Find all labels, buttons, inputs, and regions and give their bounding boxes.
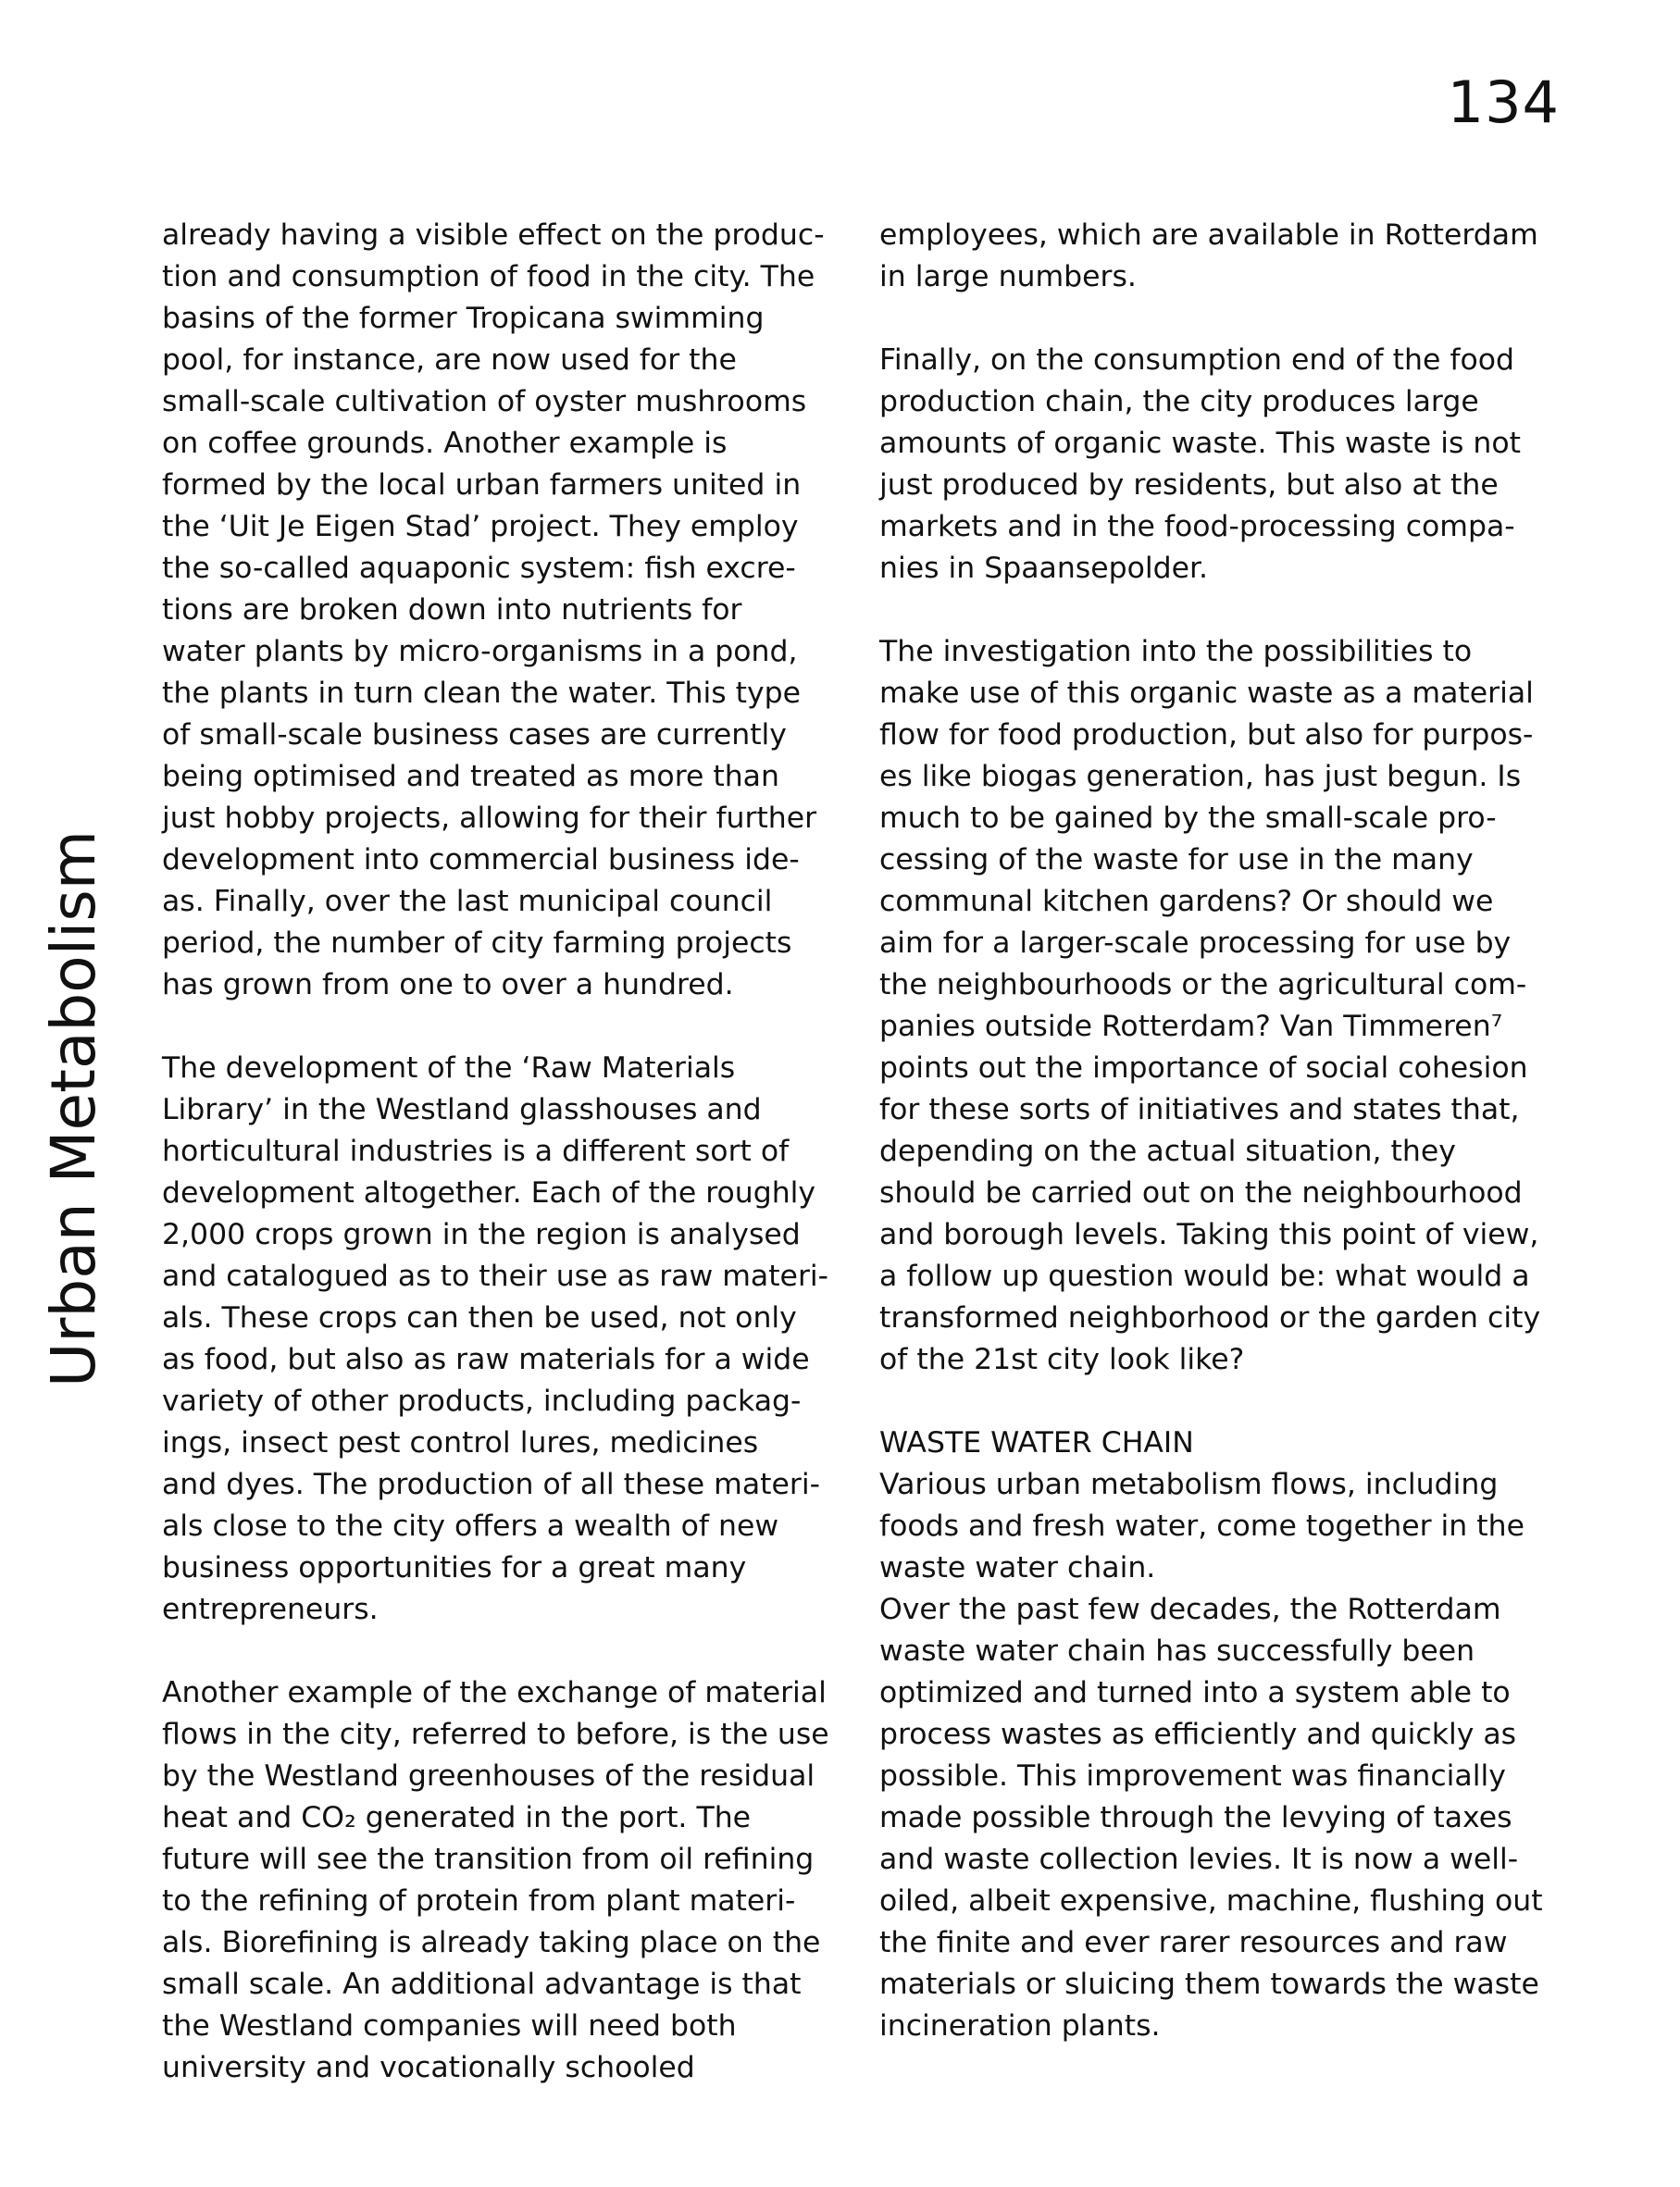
text-line: Various urban metabolism flows, including [879,1468,1499,1501]
text-line: incineration plants. [879,2009,1161,2043]
paragraph-urban-flows [879,1464,1564,1589]
text-line: waste water chain. [879,1551,1156,1584]
left-column [162,215,847,2089]
text-line: as. Finally, over the last municipal council [162,885,773,918]
text-line: a follow up question would be: what would a [879,1260,1530,1293]
text-line: horticultural industries is a different sort of [162,1135,790,1168]
text-line: to the refining of protein from plant materi- [162,1884,796,1918]
text-line: transformed neighborhood or the garden city [879,1301,1541,1335]
text-line: cessing of the waste for use in the many [879,843,1474,876]
text-line: university and vocationally schooled [162,2051,695,2084]
text-line: oiled, albeit expensive, machine, flushing out [879,1884,1543,1918]
paragraph-city-farming [162,215,847,1006]
text-line: The development of the ‘Raw Materials [162,1051,736,1085]
text-line: much to be gained by the small-scale pro- [879,801,1497,835]
text-line: panies outside Rotterdam? Van Timmeren⁷ [879,1010,1503,1043]
text-line: small scale. An additional advantage is that [162,1968,802,2001]
text-line: flows in the city, referred to before, is the use [162,1718,829,1751]
text-line: Over the past few decades, the Rotterdam [879,1593,1501,1626]
text-line: flow for food production, but also for purpos- [879,718,1534,752]
paragraph-waste-water-history [879,1589,1564,2047]
text-line: water plants by micro-organisms in a pond, [162,635,798,668]
text-line: tions are broken down into nutrients for [162,593,742,627]
text-line: and borough levels. Taking this point of view, [879,1218,1539,1251]
text-line: business opportunities for a great many [162,1551,747,1584]
paragraph-raw-materials-library [162,1048,847,1631]
text-line: aim for a larger-scale processing for use by [879,926,1512,960]
text-line: small-scale cultivation of oyster mushrooms [162,385,807,418]
text-line: the ‘Uit Je Eigen Stad’ project. They employ [162,510,799,543]
text-line: ings, insect pest control lures, medicines [162,1426,759,1460]
text-line: and waste collection levies. It is now a well- [879,1843,1519,1876]
text-line: optimized and turned into a system able to [879,1676,1511,1709]
text-line: employees, which are available in Rotterdam [879,218,1538,252]
text-line: foods and fresh water, come together in the [879,1510,1524,1543]
text-line: materials or sluicing them towards the waste [879,1968,1539,2001]
text-line: als. These crops can then be used, not only [162,1301,797,1335]
text-line: future will see the transition from oil refining [162,1843,815,1876]
text-line: depending on the actual situation, they [879,1135,1456,1168]
section-waste-water-chain [879,1423,1564,2047]
text-line: production chain, the city produces large [879,385,1479,418]
text-line: of small-scale business cases are currently [162,718,787,752]
text-line: already having a visible effect on the produc- [162,218,825,252]
text-line: and dyes. The production of all these materi- [162,1468,820,1501]
text-line: being optimised and treated as more than [162,760,779,793]
text-line: variety of other products, including packag- [162,1385,802,1418]
text-line: markets and in the food-processing compa- [879,510,1515,543]
text-line: als close to the city offers a wealth of new [162,1510,779,1543]
text-line: nies in Spaansepolder. [879,552,1209,585]
text-line: in large numbers. [879,260,1137,293]
right-column [879,215,1564,2047]
text-line: made possible through the levying of taxes [879,1801,1512,1834]
text-line: make use of this organic waste as a material [879,677,1534,710]
text-line: development into commercial business ide- [162,843,800,876]
text-line: development altogether. Each of the roughly [162,1176,816,1210]
text-line: just produced by residents, but also at the [879,468,1499,502]
text-line: amounts of organic waste. This waste is not [879,427,1521,460]
text-line: as food, but also as raw materials for a wide [162,1343,810,1376]
text-line: possible. This improvement was financially [879,1759,1506,1793]
text-line: process wastes as efficiently and quickly as [879,1718,1517,1751]
text-line: the Westland companies will need both [162,2009,737,2043]
text-line: period, the number of city farming projects [162,926,792,960]
text-line: basins of the former Tropicana swimming [162,302,765,335]
text-line: es like biogas generation, has just begun. Is [879,760,1522,793]
text-line: The investigation into the possibilities to [879,635,1473,668]
text-line: points out the importance of social cohesion [879,1051,1528,1085]
running-title: Urban Metabolism [38,829,109,1388]
paragraph-material-flows [162,1672,847,2089]
text-line: Library’ in the Westland glasshouses and [162,1093,762,1126]
text-line: just hobby projects, allowing for their further [162,801,817,835]
text-line: heat and CO₂ generated in the port. The [162,1801,752,1834]
text-line: the finite and ever rarer resources and raw [879,1926,1508,1959]
text-line: on coffee grounds. Another example is [162,427,728,460]
text-line: has grown from one to over a hundred. [162,968,734,1001]
text-line: entrepreneurs. [162,1593,379,1626]
paragraph-investigation [879,631,1564,1381]
text-line: communal kitchen gardens? Or should we [879,885,1494,918]
text-line: by the Westland greenhouses of the residual [162,1759,815,1793]
text-line: waste water chain has successfully been [879,1634,1475,1668]
text-line: 2,000 crops grown in the region is analysed [162,1218,801,1251]
text-line: the plants in turn clean the water. This type [162,677,801,710]
paragraph-organic-waste [879,340,1564,590]
text-line: of the 21st city look like? [879,1343,1245,1376]
text-line: Another example of the exchange of material [162,1676,827,1709]
paragraph-employees [879,215,1564,298]
text-line: for these sorts of initiatives and states that, [879,1093,1520,1126]
page-number: 134 [1447,68,1560,136]
text-line: and catalogued as to their use as raw materi- [162,1260,829,1293]
text-line: pool, for instance, are now used for the [162,343,737,377]
text-line: als. Biorefining is already taking place on the [162,1926,821,1959]
text-line: tion and consumption of food in the city. The [162,260,815,293]
text-line: should be carried out on the neighbourhood [879,1176,1523,1210]
text-line: Finally, on the consumption end of the food [879,343,1515,377]
text-line: formed by the local urban farmers united in [162,468,802,502]
text-line: the neighbourhoods or the agricultural com- [879,968,1527,1001]
section-heading: WASTE WATER CHAIN [879,1426,1194,1460]
text-line: the so-called aquaponic system: fish excre- [162,552,796,585]
